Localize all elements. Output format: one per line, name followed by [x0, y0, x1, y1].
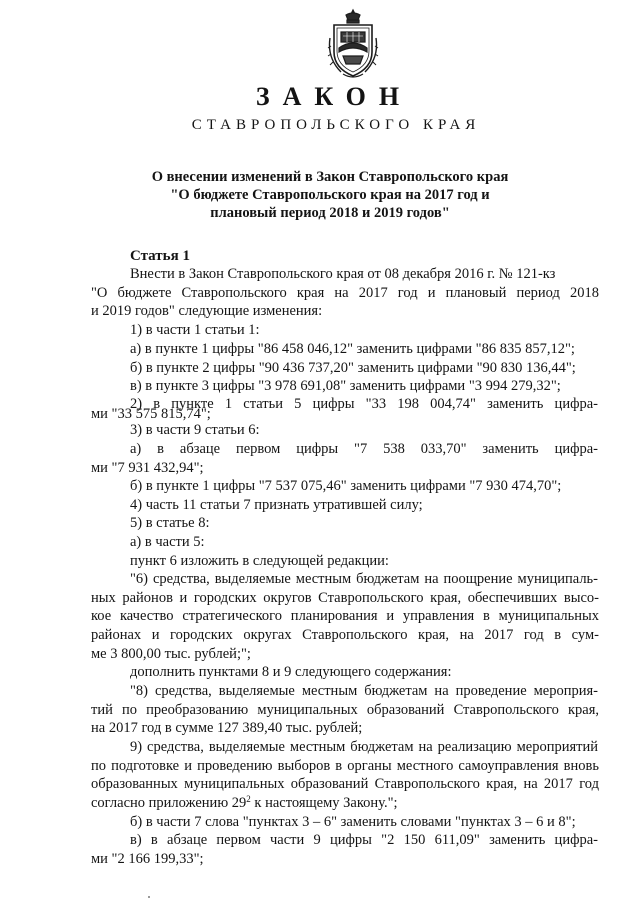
- body-text: Внести в Закон Ставропольского края от 08 декабря 2016 г. № 121-кз: [130, 266, 556, 282]
- body-line: а) в абзаце первом цифры "7 538 033,70" заменить цифра-: [130, 441, 598, 457]
- body-line: 9) средства, выделяемые местным бюджетам на реализацию мероприятий: [130, 739, 598, 755]
- document-subtitle: СТАВРОПОЛЬСКОГО КРАЯ: [191, 117, 481, 133]
- body-line: ми "2 166 199,33";: [91, 851, 204, 867]
- body-line: тий по преобразованию муниципальных образований Ставропольского края,: [91, 702, 599, 718]
- scan-speck: [148, 896, 150, 898]
- body-line: ных районов и городских округов Ставропольского края, обеспечивших высо-: [91, 590, 599, 606]
- body-line: [91, 794, 599, 812]
- body-line: 5) в статье 8:: [130, 515, 210, 531]
- body-line: "8) средства, выделяемые местным бюджетам на проведение мероприя-: [130, 683, 598, 699]
- body-line: "6) средства, выделяемые местным бюджетам на поощрение муниципаль-: [130, 571, 598, 587]
- heading-line: О внесении изменений в Закон Ставропольского края: [151, 169, 509, 185]
- body-line: 3) в части 9 статьи 6:: [130, 422, 260, 438]
- body-line: б) в пункте 1 цифры "7 537 075,46" заменить цифрами "7 930 474,70";: [130, 478, 562, 494]
- document-title: ЗАКОН: [255, 82, 413, 111]
- heading-line: "О бюджете Ставропольского края на 2017 год и: [170, 187, 490, 203]
- body-line: в) в абзаце первом части 9 цифры "2 150 611,09" заменить цифра-: [130, 832, 598, 848]
- body-line: кое качество стратегического планирования и управления в муниципальных: [91, 608, 599, 624]
- body-line: ми "7 931 432,94";: [91, 460, 204, 476]
- body-line: и 2019 годов" следующие изменения:: [91, 303, 323, 319]
- body-line: б) в пункте 2 цифры "90 436 737,20" заменить цифрами "90 830 136,44";: [130, 360, 576, 376]
- body-text: к настоящему Закону.";: [250, 795, 398, 811]
- body-line: образованных муниципальных образований Ставропольского края, на 2017 год: [91, 776, 599, 792]
- body-line: 1) в части 1 статьи 1:: [130, 322, 260, 338]
- body-line: а) в части 5:: [130, 534, 205, 550]
- article-title: Статья 1: [130, 248, 190, 264]
- law-heading: [100, 168, 560, 222]
- body-line: на 2017 год в сумме 127 389,40 тыс. рублей;: [91, 720, 363, 736]
- body-line: б) в части 7 слова "пунктах 3 – 6" заменить словами "пунктах 3 – 6 и 8";: [130, 814, 576, 830]
- body-line: пункт 6 изложить в следующей редакции:: [130, 553, 389, 569]
- body-text: согласно приложению 29: [91, 795, 247, 811]
- body-line: ме 3 800,00 тыс. рублей;";: [91, 646, 251, 662]
- body-line: дополнить пунктами 8 и 9 следующего содержания:: [130, 664, 452, 680]
- body-line: ми "33 575 815,74";: [91, 406, 211, 422]
- body-line: в) в пункте 3 цифры "3 978 691,08" заменить цифрами "3 994 279,32";: [130, 378, 561, 394]
- superscript-number: 2: [246, 794, 251, 804]
- body-line: [130, 265, 598, 283]
- body-line: 4) часть 11 статьи 7 признать утратившей силу;: [130, 497, 423, 513]
- body-line: районах и городских округах Ставропольского края, на 2017 год в сум-: [91, 627, 599, 643]
- heading-line: плановый период 2018 и 2019 годов": [210, 205, 450, 221]
- body-line: по подготовке и проведению выборов в органы местного самоуправления вновь: [91, 758, 599, 774]
- coat-of-arms-icon: [327, 8, 379, 82]
- body-line: а) в пункте 1 цифры "86 458 046,12" заменить цифрами "86 835 857,12";: [130, 341, 575, 357]
- body-line: 2) в пункте 1 статьи 5 цифры "33 198 004,74" заменить цифра-: [130, 396, 598, 412]
- body-line: "О бюджете Ставропольского края на 2017 год и плановый период 2018: [91, 285, 599, 301]
